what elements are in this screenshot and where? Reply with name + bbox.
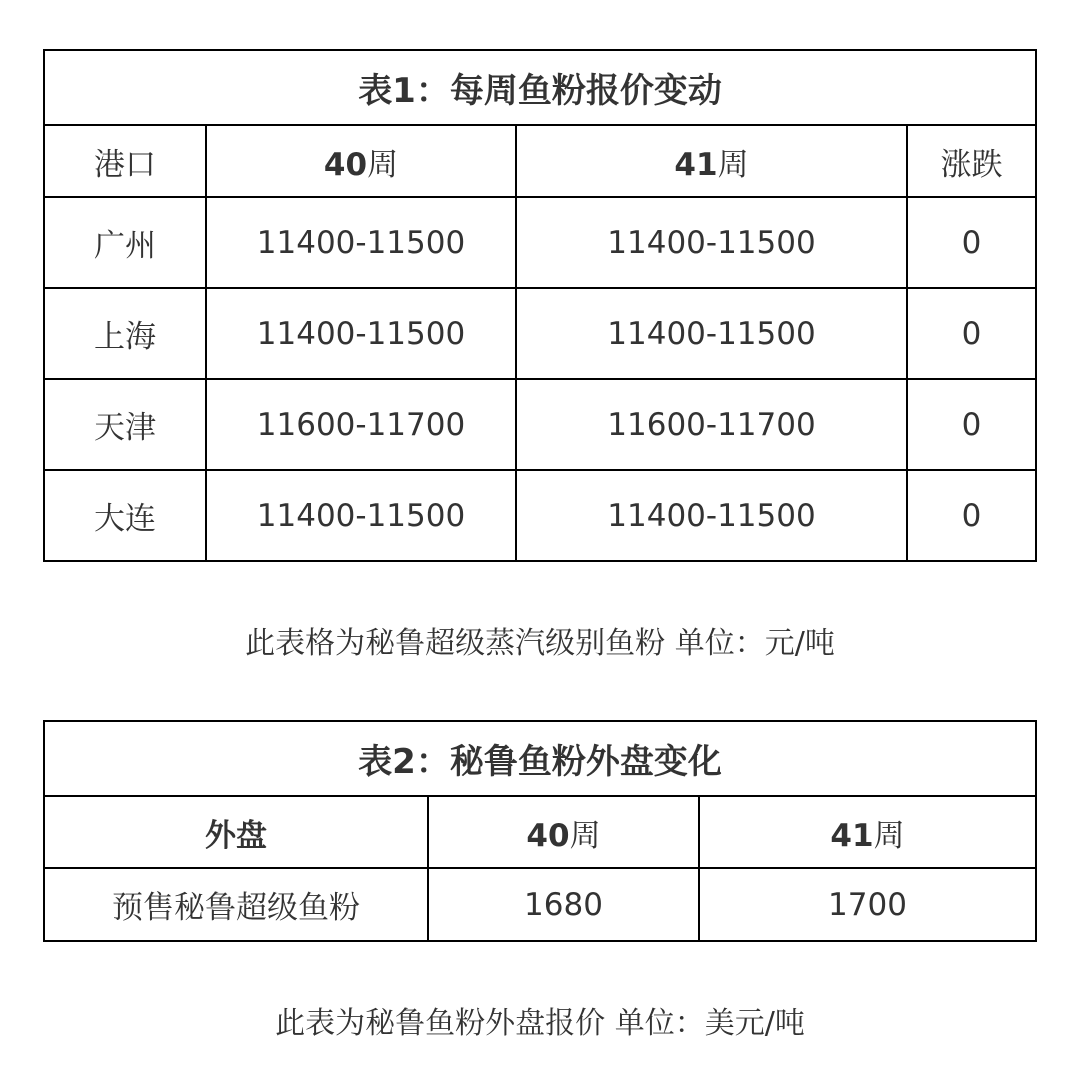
table-row — [44, 470, 1036, 561]
table1-header-row — [44, 125, 1036, 197]
cell-week41: 11400-11500 — [516, 288, 907, 379]
cell-port: 天津 — [44, 379, 206, 470]
cell-change: 0 — [907, 288, 1036, 379]
table1-note: 此表格为秘鲁超级蒸汽级别鱼粉 单位：元/吨 — [245, 626, 835, 661]
table-row — [44, 379, 1036, 470]
cell-week40: 11400-11500 — [206, 470, 516, 561]
cell-week41: 11400-11500 — [516, 470, 907, 561]
cell-change: 0 — [907, 470, 1036, 561]
table-row — [44, 868, 1036, 941]
header-week41: 41周 — [516, 125, 907, 197]
cell-port: 大连 — [44, 470, 206, 561]
table-row — [44, 197, 1036, 288]
weekly-fishmeal-price-table — [43, 49, 1037, 562]
cell-week41: 11600-11700 — [516, 379, 907, 470]
table2-note: 此表为秘鲁鱼粉外盘报价 单位：美元/吨 — [275, 1006, 805, 1041]
table2-title: 表2：秘鲁鱼粉外盘变化 — [44, 721, 1036, 796]
header-week40: 40周 — [428, 796, 699, 868]
header-port: 港口 — [44, 125, 206, 197]
table1-title: 表1：每周鱼粉报价变动 — [44, 50, 1036, 125]
header-offer: 外盘 — [44, 796, 428, 868]
cell-week41: 11400-11500 — [516, 197, 907, 288]
header-week40: 40周 — [206, 125, 516, 197]
peru-fishmeal-offer-table — [43, 720, 1037, 942]
header-week41: 41周 — [699, 796, 1036, 868]
cell-week41: 1700 — [699, 868, 1036, 941]
cell-port: 广州 — [44, 197, 206, 288]
cell-item: 预售秘鲁超级鱼粉 — [44, 868, 428, 941]
cell-week40: 11400-11500 — [206, 288, 516, 379]
cell-week40: 11600-11700 — [206, 379, 516, 470]
cell-change: 0 — [907, 379, 1036, 470]
table-row — [44, 288, 1036, 379]
table2-header-row — [44, 796, 1036, 868]
header-change: 涨跌 — [907, 125, 1036, 197]
cell-change: 0 — [907, 197, 1036, 288]
cell-port: 上海 — [44, 288, 206, 379]
cell-week40: 11400-11500 — [206, 197, 516, 288]
cell-week40: 1680 — [428, 868, 699, 941]
